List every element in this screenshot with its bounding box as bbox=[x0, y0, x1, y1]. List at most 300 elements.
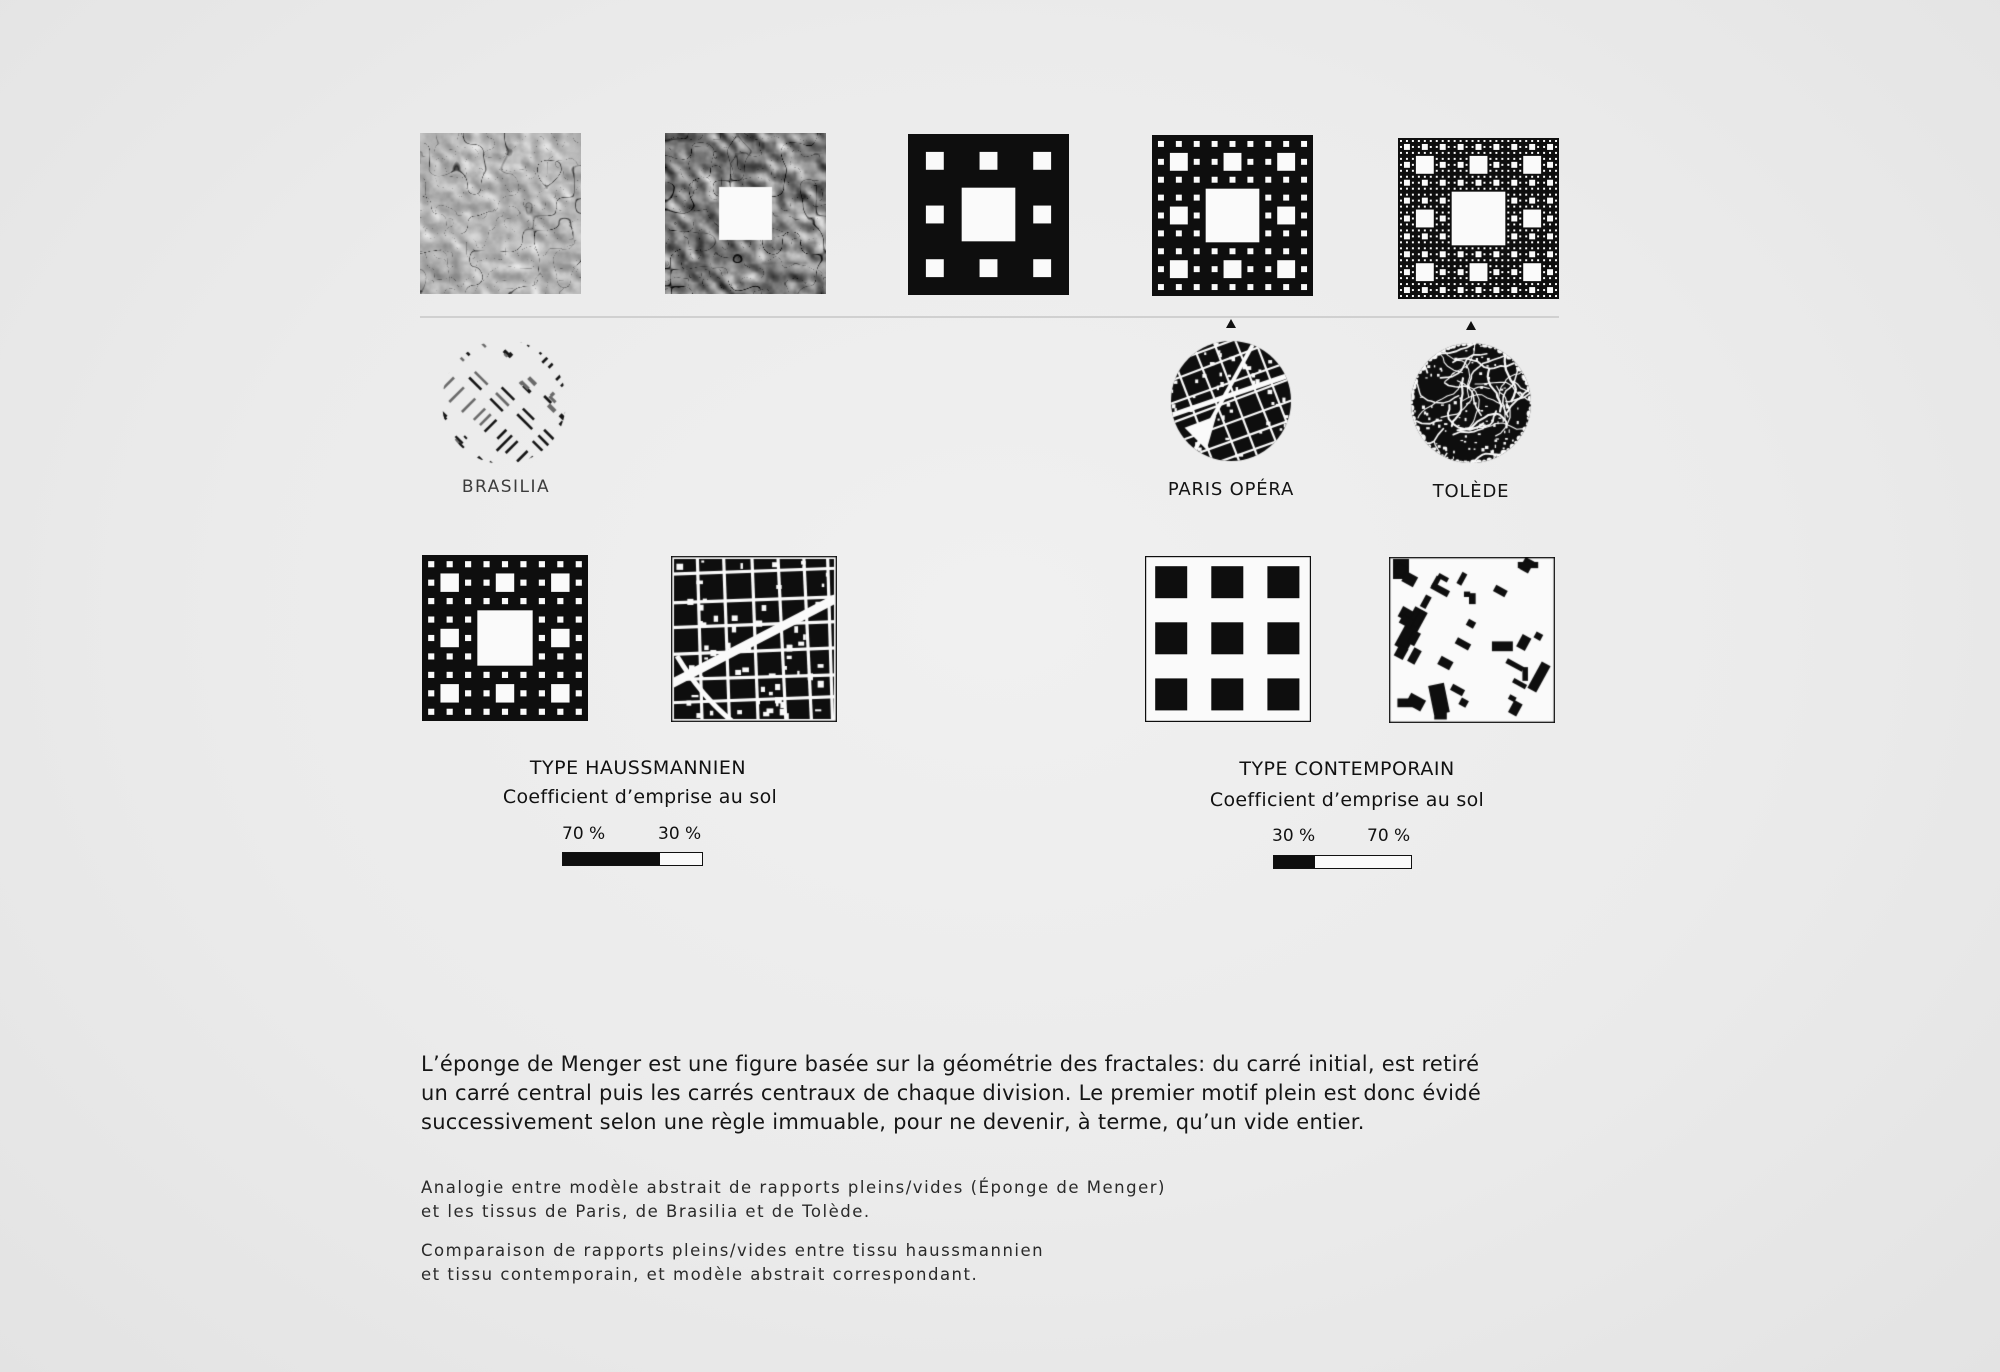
carpet-hole bbox=[1555, 218, 1557, 220]
carpet-hole bbox=[1158, 195, 1164, 201]
carpet-hole bbox=[1224, 260, 1242, 278]
carpet-hole bbox=[1507, 200, 1509, 202]
carpet-hole bbox=[1495, 158, 1497, 160]
carpet-hole bbox=[1158, 213, 1164, 219]
carpet-hole bbox=[1549, 295, 1551, 297]
carpet-hole bbox=[1507, 218, 1509, 220]
carpet-hole bbox=[1176, 141, 1182, 147]
carpet-hole bbox=[1478, 152, 1480, 154]
carpet-hole bbox=[1400, 170, 1402, 172]
carpet-hole bbox=[1460, 265, 1462, 267]
carpet-hole bbox=[1454, 283, 1456, 285]
grid-block bbox=[1155, 678, 1187, 710]
carpet-hole bbox=[1549, 223, 1551, 225]
carpet-hole bbox=[1525, 295, 1527, 297]
carpet-hole bbox=[1422, 287, 1428, 293]
carpet-hole bbox=[1194, 195, 1200, 201]
carpet-hole bbox=[1519, 295, 1521, 297]
carpet-hole bbox=[1418, 176, 1420, 178]
contemporain-built-percent: 30 % bbox=[1272, 826, 1316, 846]
carpet-hole bbox=[1422, 144, 1428, 150]
carpet-hole bbox=[1424, 206, 1426, 208]
carpet-hole bbox=[1523, 210, 1541, 228]
carpet-hole bbox=[465, 561, 471, 567]
carpet-hole bbox=[1430, 241, 1432, 243]
carpet-hole bbox=[483, 580, 489, 586]
carpet-hole bbox=[1495, 265, 1497, 267]
carpet-hole bbox=[1212, 248, 1218, 254]
carpet-hole bbox=[1478, 283, 1480, 285]
carpet-hole bbox=[1489, 176, 1491, 178]
carpet-hole bbox=[1555, 253, 1557, 255]
carpet-hole bbox=[1430, 247, 1432, 249]
carpet-hole bbox=[1555, 176, 1557, 178]
carpet-hole bbox=[1454, 164, 1456, 166]
carpet-hole bbox=[1507, 188, 1509, 190]
carpet-hole bbox=[1458, 269, 1464, 275]
carpet-hole bbox=[1547, 180, 1553, 186]
carpet-hole bbox=[1483, 152, 1485, 154]
carpet-hole bbox=[1416, 263, 1434, 281]
carpet-hole bbox=[520, 672, 526, 678]
carpet-hole bbox=[539, 635, 545, 641]
carpet-hole bbox=[1472, 253, 1474, 255]
carpet-hole bbox=[502, 561, 508, 567]
carpet-hole bbox=[576, 635, 582, 641]
carpet-hole bbox=[1493, 269, 1499, 275]
carpet-hole bbox=[1440, 144, 1446, 150]
carpet-hole bbox=[1442, 223, 1444, 225]
carpet-hole bbox=[1555, 271, 1557, 273]
carpet-hole bbox=[557, 672, 563, 678]
carpet-hole bbox=[1436, 152, 1438, 154]
carpet-hole bbox=[1400, 146, 1402, 148]
contemporain-open-percent: 70 % bbox=[1367, 826, 1411, 846]
carpet-hole bbox=[1537, 140, 1539, 142]
carpet-hole bbox=[1212, 177, 1218, 183]
carpet-hole bbox=[1483, 140, 1485, 142]
carpet-hole bbox=[1448, 188, 1450, 190]
carpet-hole bbox=[1283, 195, 1289, 201]
carpet-hole bbox=[1436, 253, 1438, 255]
carpet-hole bbox=[1448, 259, 1450, 261]
carpet-hole bbox=[483, 690, 489, 696]
carpet-hole bbox=[1466, 182, 1468, 184]
carpet-hole bbox=[962, 188, 1016, 242]
carpet-hole bbox=[1301, 266, 1307, 272]
carpet-hole bbox=[1454, 253, 1456, 255]
haussmann-subtitle: Coefficient d’emprise au sol bbox=[502, 786, 778, 808]
carpet-hole bbox=[1400, 176, 1402, 178]
carpet-hole bbox=[1537, 283, 1539, 285]
description-paragraph bbox=[421, 1050, 1481, 1137]
carpet-hole bbox=[1436, 170, 1438, 172]
carpet-hole bbox=[1489, 289, 1491, 291]
carpet-hole bbox=[1418, 295, 1420, 297]
carpet-hole bbox=[1537, 259, 1539, 261]
carpet-hole bbox=[1555, 223, 1557, 225]
carpet-hole bbox=[1400, 247, 1402, 249]
carpet-hole bbox=[1454, 259, 1456, 261]
menger-sponge-level-3 bbox=[1152, 135, 1313, 296]
carpet-hole bbox=[1466, 253, 1468, 255]
carpet-hole bbox=[1519, 229, 1521, 231]
carpet-hole bbox=[428, 616, 434, 622]
carpet-hole bbox=[1412, 218, 1414, 220]
carpet-hole bbox=[1507, 176, 1509, 178]
carpet-hole bbox=[1406, 140, 1408, 142]
carpet-hole bbox=[465, 635, 471, 641]
carpet-hole bbox=[1436, 223, 1438, 225]
carpet-hole bbox=[1483, 253, 1485, 255]
carpet-hole bbox=[1507, 146, 1509, 148]
carpet-hole bbox=[1531, 229, 1533, 231]
carpet-hole bbox=[1283, 284, 1289, 290]
carpet-hole bbox=[1436, 265, 1438, 267]
carpet-hole bbox=[1513, 223, 1515, 225]
carpet-hole bbox=[1430, 229, 1432, 231]
tolede-urban-fabric-map bbox=[1410, 342, 1532, 464]
carpet-hole bbox=[1418, 229, 1420, 231]
carpet-hole bbox=[1501, 164, 1503, 166]
carpet-hole bbox=[1247, 159, 1253, 165]
carpet-hole bbox=[1265, 159, 1271, 165]
carpet-hole bbox=[1519, 146, 1521, 148]
carpet-hole bbox=[576, 580, 582, 586]
carpet-hole bbox=[1430, 295, 1432, 297]
carpet-hole bbox=[440, 684, 458, 702]
carpet-hole bbox=[1176, 195, 1182, 201]
carpet-hole bbox=[1412, 283, 1414, 285]
carpet-hole bbox=[1549, 170, 1551, 172]
carpet-hole bbox=[1436, 164, 1438, 166]
carpet-hole bbox=[576, 561, 582, 567]
carpet-hole bbox=[1212, 141, 1218, 147]
carpet-hole bbox=[1440, 251, 1446, 257]
label-brasilia: BRASILIA bbox=[461, 477, 551, 497]
contemporain-coverage-bar bbox=[1273, 855, 1412, 869]
carpet-hole bbox=[1519, 212, 1521, 214]
carpet-hole bbox=[1507, 247, 1509, 249]
carpet-hole bbox=[447, 616, 453, 622]
carpet-hole bbox=[1478, 259, 1480, 261]
carpet-hole bbox=[1448, 182, 1450, 184]
carpet-hole bbox=[1507, 158, 1509, 160]
carpet-hole bbox=[1194, 230, 1200, 236]
carpet-hole bbox=[465, 709, 471, 715]
carpet-hole bbox=[1501, 283, 1503, 285]
carpet-hole bbox=[1418, 200, 1420, 202]
carpet-hole bbox=[1547, 233, 1553, 239]
carpet-hole bbox=[1436, 158, 1438, 160]
carpet-hole bbox=[1448, 158, 1450, 160]
carpet-hole bbox=[1442, 295, 1444, 297]
carpet-hole bbox=[1212, 266, 1218, 272]
carpet-hole bbox=[1466, 247, 1468, 249]
textured-square-central-void bbox=[665, 133, 826, 294]
carpet-hole bbox=[1448, 265, 1450, 267]
caption-analogie bbox=[421, 1176, 1166, 1224]
carpet-hole bbox=[1537, 241, 1539, 243]
carpet-hole bbox=[1472, 247, 1474, 249]
carpet-hole bbox=[1507, 223, 1509, 225]
carpet-hole bbox=[428, 690, 434, 696]
carpet-hole bbox=[576, 653, 582, 659]
carpet-hole bbox=[1430, 146, 1432, 148]
carpet-hole bbox=[1547, 198, 1553, 204]
carpet-hole bbox=[1301, 213, 1307, 219]
carpet-hole bbox=[1476, 180, 1482, 186]
menger-sponge-level-2 bbox=[908, 134, 1069, 295]
carpet-hole bbox=[1454, 140, 1456, 142]
carpet-hole bbox=[1531, 140, 1533, 142]
carpet-hole bbox=[447, 709, 453, 715]
carpet-hole bbox=[1277, 153, 1295, 171]
carpet-hole bbox=[1460, 152, 1462, 154]
label-tolede: TOLÈDE bbox=[1432, 481, 1510, 502]
carpet-hole bbox=[1513, 283, 1515, 285]
carpet-hole bbox=[1543, 247, 1545, 249]
carpet-hole bbox=[1454, 188, 1456, 190]
carpet-hole bbox=[1511, 251, 1517, 257]
carpet-hole bbox=[1442, 283, 1444, 285]
carpet-hole bbox=[1472, 259, 1474, 261]
carpet-hole bbox=[1493, 162, 1499, 168]
carpet-hole bbox=[1400, 241, 1402, 243]
carpet-hole bbox=[1448, 206, 1450, 208]
carpet-hole bbox=[1519, 259, 1521, 261]
carpet-hole bbox=[1489, 152, 1491, 154]
carpet-hole bbox=[1033, 152, 1051, 170]
carpet-hole bbox=[1283, 248, 1289, 254]
carpet-hole bbox=[1489, 259, 1491, 261]
carpet-hole bbox=[1555, 158, 1557, 160]
carpet-hole bbox=[1537, 194, 1539, 196]
carpet-hole bbox=[1418, 140, 1420, 142]
carpet-hole bbox=[428, 598, 434, 604]
carpet-hole bbox=[1549, 277, 1551, 279]
carpet-hole bbox=[1418, 289, 1420, 291]
carpet-hole bbox=[1442, 176, 1444, 178]
carpet-hole bbox=[1412, 176, 1414, 178]
carpet-hole bbox=[1543, 164, 1545, 166]
carpet-hole bbox=[1543, 200, 1545, 202]
carpet-hole bbox=[1549, 229, 1551, 231]
carpet-hole bbox=[1406, 247, 1408, 249]
carpet-hole bbox=[1442, 194, 1444, 196]
carpet-hole bbox=[1543, 271, 1545, 273]
carpet-hole bbox=[1301, 230, 1307, 236]
carpet-hole bbox=[1513, 229, 1515, 231]
carpet-hole bbox=[447, 561, 453, 567]
carpet-hole bbox=[1531, 259, 1533, 261]
carpet-hole bbox=[539, 616, 545, 622]
carpet-hole bbox=[1412, 223, 1414, 225]
haussmann-urban-fabric-map bbox=[671, 556, 837, 722]
carpet-hole bbox=[1442, 241, 1444, 243]
carpet-hole bbox=[520, 598, 526, 604]
carpet-hole bbox=[1507, 259, 1509, 261]
carpet-hole bbox=[1543, 188, 1545, 190]
carpet-hole bbox=[1436, 259, 1438, 261]
carpet-hole bbox=[1537, 295, 1539, 297]
carpet-hole bbox=[1519, 194, 1521, 196]
carpet-hole bbox=[1440, 233, 1446, 239]
carpet-hole bbox=[1247, 284, 1253, 290]
carpet-hole bbox=[1489, 283, 1491, 285]
carpet-hole bbox=[1230, 177, 1236, 183]
carpet-hole bbox=[1519, 271, 1521, 273]
carpet-hole bbox=[1543, 295, 1545, 297]
arrow-up-icon bbox=[1226, 319, 1236, 328]
carpet-hole bbox=[1507, 265, 1509, 267]
carpet-hole bbox=[1489, 253, 1491, 255]
carpet-hole bbox=[1412, 194, 1414, 196]
carpet-hole bbox=[1489, 247, 1491, 249]
carpet-hole bbox=[980, 259, 998, 277]
carpet-hole bbox=[502, 672, 508, 678]
carpet-hole bbox=[1247, 248, 1253, 254]
carpet-hole bbox=[1549, 212, 1551, 214]
carpet-hole bbox=[1436, 283, 1438, 285]
carpet-hole bbox=[465, 616, 471, 622]
carpet-hole bbox=[1472, 140, 1474, 142]
carpet-hole bbox=[1555, 194, 1557, 196]
carpet-hole bbox=[1511, 180, 1517, 186]
carpet-hole bbox=[1489, 158, 1491, 160]
carpet-hole bbox=[980, 152, 998, 170]
carpet-hole bbox=[1440, 180, 1446, 186]
carpet-hole bbox=[1442, 206, 1444, 208]
carpet-hole bbox=[1436, 271, 1438, 273]
carpet-hole bbox=[1460, 158, 1462, 160]
grid-block bbox=[1267, 622, 1299, 654]
carpet-hole bbox=[1507, 283, 1509, 285]
carpet-hole bbox=[1501, 271, 1503, 273]
carpet-hole bbox=[1247, 177, 1253, 183]
grid-block bbox=[1211, 566, 1243, 598]
carpet-hole bbox=[1543, 140, 1545, 142]
carpet-hole bbox=[1436, 241, 1438, 243]
carpet-hole bbox=[1525, 188, 1527, 190]
carpet-hole bbox=[1466, 295, 1468, 297]
carpet-hole bbox=[1525, 146, 1527, 148]
carpet-hole bbox=[1400, 289, 1402, 291]
carpet-hole bbox=[1525, 206, 1527, 208]
carpet-hole bbox=[1493, 180, 1499, 186]
carpet-hole bbox=[1448, 170, 1450, 172]
carpet-hole bbox=[1495, 277, 1497, 279]
carpet-hole bbox=[1212, 159, 1218, 165]
carpet-hole bbox=[1531, 176, 1533, 178]
carpet-hole bbox=[1537, 200, 1539, 202]
carpet-hole bbox=[1507, 277, 1509, 279]
carpet-hole bbox=[1555, 283, 1557, 285]
carpet-hole bbox=[1458, 144, 1464, 150]
carpet-hole bbox=[1478, 295, 1480, 297]
carpet-hole bbox=[1495, 176, 1497, 178]
carpet-hole bbox=[1543, 206, 1545, 208]
carpet-hole bbox=[1412, 158, 1414, 160]
carpet-hole bbox=[1404, 162, 1410, 168]
carpet-hole bbox=[1489, 146, 1491, 148]
carpet-hole bbox=[428, 709, 434, 715]
carpet-hole bbox=[1412, 271, 1414, 273]
carpet-hole bbox=[1525, 176, 1527, 178]
carpet-hole bbox=[1495, 247, 1497, 249]
carpet-hole bbox=[1424, 259, 1426, 261]
haussmann-title: TYPE HAUSSMANNIEN bbox=[529, 757, 747, 779]
carpet-hole bbox=[1194, 284, 1200, 290]
carpet-hole bbox=[1301, 159, 1307, 165]
carpet-hole bbox=[1489, 265, 1491, 267]
carpet-hole bbox=[576, 616, 582, 622]
carpet-hole bbox=[1412, 229, 1414, 231]
carpet-hole bbox=[1547, 216, 1553, 222]
haussmann-built-percent: 70 % bbox=[562, 824, 606, 844]
carpet-hole bbox=[1424, 176, 1426, 178]
carpet-hole bbox=[1265, 195, 1271, 201]
carpet-hole bbox=[1448, 235, 1450, 237]
carpet-hole bbox=[1495, 152, 1497, 154]
carpet-hole bbox=[1400, 229, 1402, 231]
carpet-hole bbox=[1412, 212, 1414, 214]
carpet-hole bbox=[1418, 235, 1420, 237]
carpet-hole bbox=[1418, 206, 1420, 208]
carpet-hole bbox=[1466, 152, 1468, 154]
carpet-hole bbox=[1194, 159, 1200, 165]
carpet-hole bbox=[1400, 218, 1402, 220]
carpet-hole bbox=[1529, 198, 1535, 204]
carpet-hole bbox=[1418, 182, 1420, 184]
carpet-hole bbox=[1529, 287, 1535, 293]
carpet-hole bbox=[1513, 241, 1515, 243]
carpet-hole bbox=[1555, 265, 1557, 267]
carpet-hole bbox=[1460, 170, 1462, 172]
carpet-hole bbox=[1513, 277, 1515, 279]
carpet-hole bbox=[1422, 233, 1428, 239]
grid-block bbox=[1155, 566, 1187, 598]
carpet-hole bbox=[1194, 141, 1200, 147]
carpet-hole bbox=[1555, 188, 1557, 190]
carpet-hole bbox=[1418, 241, 1420, 243]
carpet-hole bbox=[1507, 289, 1509, 291]
carpet-hole bbox=[1422, 180, 1428, 186]
carpet-hole bbox=[1406, 152, 1408, 154]
caption-line: et tissu contemporain, et modèle abstrait correspondant. bbox=[421, 1265, 979, 1284]
caption-line: Comparaison de rapports pleins/vides entre tissu haussmannien bbox=[421, 1241, 1045, 1260]
carpet-hole bbox=[1513, 158, 1515, 160]
carpet-hole bbox=[1483, 259, 1485, 261]
carpet-hole bbox=[1543, 212, 1545, 214]
carpet-hole bbox=[1543, 218, 1545, 220]
carpet-hole bbox=[1158, 284, 1164, 290]
carpet-hole bbox=[1519, 235, 1521, 237]
carpet-hole bbox=[1416, 156, 1434, 174]
carpet-hole bbox=[1460, 140, 1462, 142]
carpet-hole bbox=[1436, 182, 1438, 184]
carpet-hole bbox=[1547, 144, 1553, 150]
carpet-hole bbox=[1531, 206, 1533, 208]
carpet-hole bbox=[1529, 251, 1535, 257]
carpet-hole bbox=[1418, 152, 1420, 154]
carpet-hole bbox=[1452, 192, 1506, 246]
carpet-hole bbox=[1176, 230, 1182, 236]
carpet-hole bbox=[1549, 152, 1551, 154]
carpet-hole bbox=[1454, 271, 1456, 273]
carpet-hole bbox=[1400, 200, 1402, 202]
haussmann-open-percent: 30 % bbox=[658, 824, 702, 844]
